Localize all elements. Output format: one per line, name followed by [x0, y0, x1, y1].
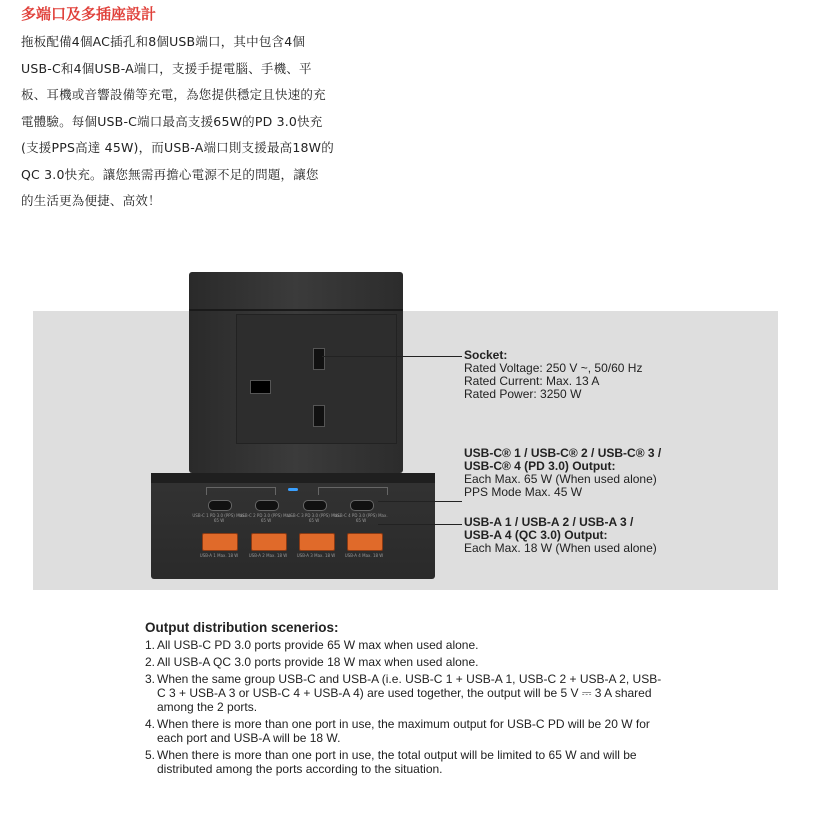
list-item-text: All USB-A QC 3.0 ports provide 18 W max when used alone.: [157, 655, 479, 669]
intro-line: 拖板配備4個AC插孔和8個USB端口，其中包含4個: [21, 34, 306, 49]
usb-c-port-4: [350, 500, 374, 511]
usb-a-spec-line: Each Max. 18 W (When used alone): [464, 541, 657, 555]
usb-a-callout-title: USB-A 1 / USB-A 2 / USB-A 3 /: [464, 515, 634, 529]
intro-line: (支援PPS高達 45W)，而USB-A端口則支援最高18W的: [21, 140, 334, 155]
usb-c-port-label: USB-C 4 PD 3.0 (PPS) Max. 65 W: [334, 513, 388, 523]
usb-c-port-1: [208, 500, 232, 511]
usb-a-callout: [464, 516, 657, 555]
intro-line: 的生活更為便捷、高效！: [21, 193, 161, 208]
usb-a-port-3: [299, 533, 335, 551]
socket-spec-line: Rated Voltage: 250 V ~, 50/60 Hz: [464, 361, 643, 375]
socket-spec-line: Rated Power: 3250 W: [464, 387, 582, 401]
usb-a-port-label: USB-A 4 Max. 18 W: [344, 553, 384, 558]
usb-a-callout-title: USB-A 4 (QC 3.0) Output:: [464, 528, 608, 542]
usb-a-port-label: USB-A 1 Max. 18 W: [199, 553, 239, 558]
usb-c-spec-line: PPS Mode Max. 45 W: [464, 485, 583, 499]
list-item-text: All USB-C PD 3.0 ports provide 65 W max when used alone.: [157, 638, 479, 652]
list-item-number: 3.: [145, 672, 156, 686]
usb-a-port-4: [347, 533, 383, 551]
socket-callout-title: Socket:: [464, 348, 508, 362]
socket-spec-line: Rated Current: Max. 13 A: [464, 374, 600, 388]
list-item: [145, 748, 665, 776]
list-item-text: When there is more than one port in use, the maximum output for USB-C PD will be 20 W for each port and USB-A will be 18 W.: [157, 717, 650, 745]
list-item: [145, 672, 665, 714]
intro-line: 電體驗。每個USB-C端口最高支援65W的PD 3.0快充: [21, 113, 323, 129]
socket-callout: [464, 349, 642, 401]
usb-c-leader-line: [378, 501, 462, 502]
usb-a-port-1: [202, 533, 238, 551]
usb-a-port-label: USB-A 2 Max. 18 W: [248, 553, 288, 558]
list-item: [145, 638, 665, 652]
usb-a-port-2: [251, 533, 287, 551]
port-group-bracket: [206, 487, 276, 495]
socket-neutral-pin-hole: [313, 405, 325, 427]
section-heading: 多端口及多插座設計: [21, 5, 157, 23]
usb-c-callout-title: USB-C® 1 / USB-C® 2 / USB-C® 3 /: [464, 446, 662, 460]
power-strip-base: [151, 473, 435, 579]
list-item-text: When the same group USB-C and USB-A (i.e. USB-C 1 + USB-A 1, USB-C 2 + USB-A 2, USB-C 3 + USB-A 3 or USB-C 4 + USB-A 4) are used together, the output will be 5 V ⎓ 3 A shared among the 2 ports.: [157, 672, 662, 714]
list-item: [145, 717, 665, 745]
usb-c-port-label: USB-C 2 PD 3.0 (PPS) Max. 65 W: [239, 513, 293, 523]
socket-leader-line: [322, 356, 462, 357]
usb-a-leader-line: [378, 524, 462, 525]
power-led-indicator: [288, 488, 298, 491]
output-scenarios-title: Output distribution scenerios:: [145, 620, 339, 635]
port-group-bracket: [318, 487, 388, 495]
list-item-text: When there is more than one port in use, the total output will be limited to 65 W and will be distributed among the ports according to the situation.: [157, 748, 637, 776]
socket-live-pin-hole: [250, 380, 271, 394]
socket-faceplate: [236, 314, 397, 444]
usb-c-port-label: USB-C 3 PD 3.0 (PPS) Max. 65 W: [287, 513, 341, 523]
intro-line: QC 3.0快充。讓您無需再擔心電源不足的問題，讓您: [21, 166, 319, 182]
power-strip-socket-tower: [189, 272, 403, 473]
usb-c-callout-title: USB-C® 4 (PD 3.0) Output:: [464, 459, 616, 473]
intro-line: 板、耳機或音響設備等充電，為您提供穩定且快速的充: [21, 87, 326, 102]
list-item: [145, 655, 665, 669]
base-ledge: [151, 473, 435, 483]
usb-c-port-label: USB-C 1 PD 3.0 (PPS) Max. 65 W: [192, 513, 246, 523]
list-item-number: 5.: [145, 748, 156, 762]
usb-c-port-2: [255, 500, 279, 511]
intro-paragraph: [21, 29, 426, 215]
intro-line: USB-C和4個USB-A端口，支援手提電腦、手機、平: [21, 60, 312, 76]
tower-seam: [189, 309, 403, 311]
list-item-number: 2.: [145, 655, 156, 669]
list-item-number: 4.: [145, 717, 156, 731]
usb-c-callout: [464, 447, 661, 499]
usb-c-port-3: [303, 500, 327, 511]
output-scenarios-list: [145, 638, 665, 779]
usb-c-spec-line: Each Max. 65 W (When used alone): [464, 472, 657, 486]
socket-earth-pin-hole: [313, 348, 325, 370]
list-item-number: 1.: [145, 638, 156, 652]
usb-a-port-label: USB-A 3 Max. 18 W: [296, 553, 336, 558]
